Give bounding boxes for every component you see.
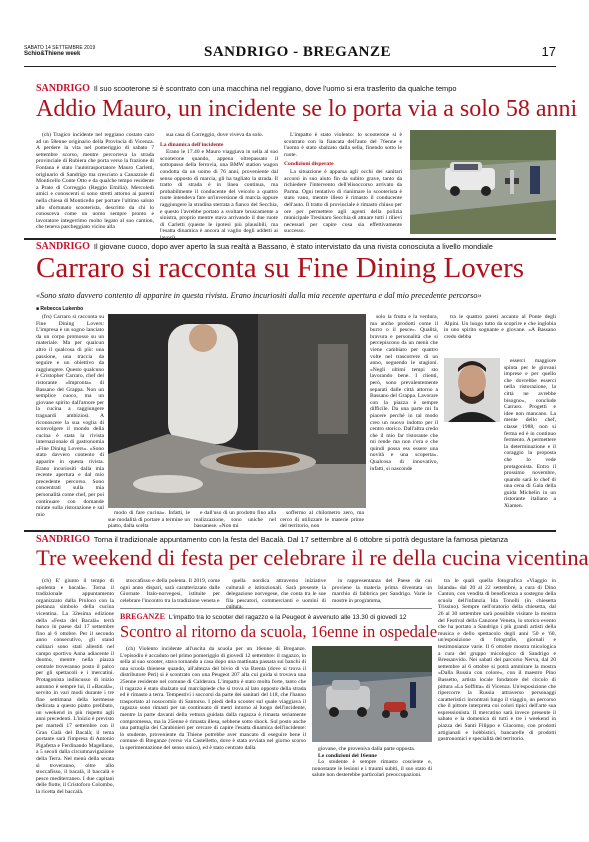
article1-kicker — [36, 84, 456, 93]
page-number: 17 — [541, 44, 556, 59]
article4-headline: Scontro al ritorno da scuola, 16enne in ospedale — [120, 622, 438, 641]
header-rule — [24, 66, 556, 67]
article3-col2: stoccafisso e della polenta. Il 2019, come ogni anno dispari, sarà caratterizzato dalle Giornate Italo-norvegesi, istituite per celebrare l'incontro tra la tradizione veneta e — [120, 578, 220, 604]
article3-col3: quella nordica attraverso iniziative culturali e istituzionali. Sarà presente la delegazione norvegese, che conta tra le sue fila pescatori, commercianti e uomini di cultura, — [226, 578, 326, 611]
article3-kicker-text: Torna il tradizionale appuntamento con la festa del Bacalà. Dal 17 settembre al 6 ottobre si potrà degustare la famosa pietanza — [93, 535, 509, 544]
article2-kicker-text: Il giovane cuoco, dopo aver aperto la sua realtà a Bassano, è stato intervistato da una rivista conosciuta a livello mondiale — [93, 242, 493, 251]
article3-col4: in rappresentanza del Paese da cui proviene la materia prima diventata un marchio di fabbrica per Sandrigo. Varie le mostre in programma, — [332, 578, 432, 604]
article3-col1: (ch) E' giunto il tempo di «polenta e bacalà». Torna il tradizionale appuntamento organizzato dalla Proloco con la pietanza simbolo della cucina vicentina. La 32esima edizione della «Festa del Bacalà» terrà banco in paese dal 17 settembre fino al 6 ottobre. Per il secondo anno consecutivo, gli stand culinari sono stati allestiti nel campo sportivo Anna adiacente il duomo, mentre nella piazza centrale troveranno posto il palco per gli spettacoli e i mercatini. Protagonista indiscusso di inizio autunno è sempre lui, il «Bacalà», servito in vari modi durante i tre fine settimana della kermesse dedicata a questo piatto prelibato, un weekend in più rispetto agli anni precedenti. L'inizio è previsto per martedì 17 settembre con il Gran Galà del Bacalà; il tema portante sarà l'impresa di Antonio Pigafetta e Ferdinando Magellano, a 5 secoli dalla circumnavigazione della Terra. Nel menù della serata si troveranno, oltre allo stoccafisso, il bacalà, il baccalà e pesce mediterraneo. I due capitani delle flotte, il Cristoforo Colombo, la ricetta del baccalà. — [36, 578, 114, 795]
article2-col1: (frs) Carraro si racconta su Fine Dining Lovers: L'impresa è un sogno lanciato da un corpo promosso su un materiale. Ma per qualcun altro il qualcosa di più: una passione, una traccia da seguire e un obiettivo da raggiungere. Questo qualcuno è Cristopher Carraro, chef del ristorante «Impronta» di Bassano del Grappa. Non un semplice cuoco, ma un giovane spirito dall'amore per la cucina a raggiungere traguardi ambiziosi. A riconoscere la sua voglia di sconvolgere il mondo della cucina è stata la rivista internazionale di gastronomia «Fine Dining Lovers». «Sono stato davvero contento di apparire in questa rivista. Erano incuriositi dalla mia recente apertura e dal mio precedente percorso. Sono concentrati sulla mia personalità come chef, per poi continuare con domande mirate sulla ristorazione e sul mio — [36, 314, 104, 518]
article2-col3: solo la frutta e la verdura, ma anche prodotti come il burro o il pesce». Qualità, bravura e personalità che si percepiscono da un menù che viene cambiato per quattro volte nel trascorrere di un anno, seguendo le stagioni. «Negli ultimi tempi sto lavorando bene. I clienti, però, sono prevalentemente separati dalle città attorno a Bassano del Grappa. Lavorare con la piazza è sempre difficile. Da una parte mi fa piacere perché in tal modo creo un nuovo indotto per il centro storico. Dall'altra credo che il mio far ristorante che mi rende ma non c'era e che quindi possa ess essere una novità e una scoperta». Qualcosa di innovativo, infatti, si nasconde — [370, 314, 438, 472]
header-left — [24, 45, 95, 57]
article2-kicker — [36, 242, 493, 251]
article2-deck: «Sono stato davvero contento di apparire in questa rivista. Erano incuriositi dalla mia recente apertura e dal mio precedente percorso» — [36, 291, 482, 300]
article4-top-rule — [120, 608, 432, 609]
issue-date: SABATO 14 SETTEMBRE 2019 — [24, 45, 96, 51]
article2-byline: ■ Rebecca Lukenbo — [36, 306, 84, 312]
chef-cooking-photo — [108, 314, 366, 508]
article1-kicker-label: SANDRIGO — [36, 83, 90, 94]
article3-kicker — [36, 535, 508, 544]
publication-name: Schio&Thiene week — [24, 51, 81, 57]
article1-col2: sua casa di Correggio, dove viveva da solo. La dinamica dell'incidente Erano le 17.40 e Mauro viaggiava in sella al suo scooterone quando, appena oltrepassato il sottopasso della ferrovia, una BMW station wagon condotta da un uomo di 76 anni, proveniente dal senso opposto di marcia, gli ha tagliato la strada. Il tratto di strada è in linea continua, ma probabilmente il conducente del veicolo a quattro ruote intendeva fare un'inversione di marcia oppure raggiungere la stradina sterrata a fianco del Secchia, e questo l'avrebbe portato a svoltare bruscamente a sinistra, proprio mentre stava arrivando il due ruote di Carletti (queste le ipotesi più plausibili, ma l'esatta dinamica è ancora al vaglio degli addetti ai lavori). — [160, 132, 278, 241]
author-icon: ■ — [36, 306, 40, 312]
chef-portrait-image — [444, 358, 500, 422]
kitchen-scene-image — [108, 314, 366, 508]
article3-col5: tra le quali quella fotografica «Viaggio in Islanda» dal 20 al 22 settembre, a cura di Dino Canton, con vendita di beneficenza a sostegno della scuola dell'infanzia Ida Tonolli (in chiesetta Trissino). Sempre nell'oratorio della chiesetta, dal 26 al 30 settembre sarà possibile visitare la mostra del Festival della Canzone Veneta, lo storico evento che ha portato a Sandrigo i più grandi artisti della musica e dello spettacolo degli anni '50 e '60, un'esposizione di fotografie, giornali e testimonianze varie. Il 6 ottobre mostra micologica a cura del gruppo micologico di Sandrigo e Bressanvido. Nei sabati del parcorso Nerva, dal 20 settembre al 6 ottobre si potrà ammirare la mostra «Dalla Russia con colore», con il maestro Pino Bassetto, artista locale fondatore del circolo di pittura «La Soffitta» di Vicenza. Un'esposizione che ripercorre la Russia attraverso personaggi caratteristici incontrati lungo il viaggio, un percorso che il pittore interpreta coi colori tipici dell'arte sua espressionista. Il mercatino sarà invece presente il sabato e la domenica di tutti e tre i weekend in piazza dei Santi Filippo e Giacomo, con prodotti artigianali e hobbistici, bancarelle di prodotti gastronomici e specialità del territorio. — [438, 578, 556, 743]
crash-scene-image — [312, 646, 432, 742]
article3-kicker-label: SANDRIGO — [36, 534, 90, 545]
article1-col1: (ch) Tragico incidente nel reggiano costato caro ad un 58enne originario della Provincia di Vicenza. A perdere la vita nel pomeriggio di sabato 7 settembre scorso, mentre percorreva la strada provinciale di Rubiera che porta verso la frazione di Fontana è stato l'autotrasportatore Mauro Carletti, originario di Sandrigo ma cresciuto a Canazzole di Monticello Conte Otto e da qualche tempo residente a Prato di Correggio (Reggio Emilia). Mercoledì amici e conoscenti si sono stretti attorno ai parenti nella chiesa di Monticello per portare l'ultimo saluto allo sfortunato scooterista, descritto da chi lo conosceva come un uomo sempre pronto e lavoratore integerrimo molto legato al suo camion, che teneva parcheggiato vicino alla — [36, 132, 154, 231]
article2-col4-beside-portrait: esserci maggiore spinta per le giovani imprese e per quello che dovrebbe esserci nella ristorazione, la città ne avrebbe bisogno», conclude Carraro. Progetti e idee non mancano. La mente dello chef, classe 1988, non si ferma ed è in continuo fermento. A permettere la determinazione e il coraggio la proposta che lo vede protagonista. Entro il prossimo novembre, quando sarà lo chef di una cena di Gala della guida Michelin in un ristorante italiano a Xiamen. — [504, 358, 556, 510]
article2-caption-b: e dall'uso di un prodotto fino alla realizzazione, sono uniche nel bassanese. «Non mi — [194, 510, 276, 530]
article4-kicker — [120, 612, 406, 622]
article2-caption-c: soffermo al chilometro zero, ma cerco di utilizzare le materie prime del territorio, non — [280, 510, 364, 530]
article2-caption-a: modo di fare cucina». Infatti, le sue modalità di portare a termine un piatto, dalla scelta — [108, 510, 190, 530]
article2-kicker-label: SANDRIGO — [36, 241, 90, 252]
accident-scene-image — [410, 130, 556, 234]
article4-kicker-label: BREGANZE — [120, 612, 165, 621]
article2-col4-top: tra le quattro pareti accanto al Ponte degli Alpini. Un luogo tutto da scoprire e che inglobia in uno spirito sognante e giovane. «A Bassano credo debba — [444, 314, 556, 340]
article2-rule — [24, 530, 556, 532]
article1-col3: L'impatto è stato violento: lo scooterone si è scontrato con la fiancata dell'auto del 76enne e l'uomo è stato sbalzato dalla sella, finendo sotto le ruote. Condizioni disperate La situazione è apparsa agli occhi dei sanitari accorsi in suo aiuto fin da subito grave, tanto da richiedere l'intervento dell'elisoccorso arrivato da Parma. Ogni tentativo di rianimare lo scooterista è stato vano, mentre illeso è rimasto il conducente dell'auto. Il tratto di provinciale è rimasto chiuso per ore per permettere agli agenti della polizia municipale Tresinaro Secchia di attuare tutti i rilievi necessari per capire cosa sia effettivamente successo. — [284, 132, 402, 235]
page-header — [24, 44, 556, 66]
accident-photo — [410, 130, 556, 234]
article2-headline: Carraro si racconta su Fine Dining Lovers — [36, 252, 525, 284]
chef-portrait-photo — [444, 358, 500, 422]
article1-rule — [24, 238, 556, 240]
article3-headline: Tre weekend di festa per celebrare il re della cucina vicentina — [36, 545, 589, 570]
article4-col1: (ch) Violento incidente all'uscita da scuola per un 16enne di Breganze. L'episodio è accaduto nel primo pomeriggio di giovedì 12 settembre: il ragazzo, in sella al suo scooter, stava tornando a casa dopo una mattinata passata sui banchi di una scuola thienese quando, all'altezza del bivio di via Brenta (dove si trova il distributore Peri) si è scontrato con una Peugeot 207 alla cui guida si trovava una 25enne residente nel comune di Calderara. L'impatto è stato molto forte, tanto che il ragazzo è stato sbalzato sul marciapiede che si trova al lato opposto della strada ed è rimasto a terra. Tempestivi i soccorsi da parte dei sanitari del 118, che l'hanno trasportato al nosocomio di Santorso. I piedi della scooter sul quale viaggiava il ragazzo sono rimasti per un continuato di metri intorno al luogo dell'incidente, mentre la parte davanti della vettura guidata dalla ragazza è rimasta seriamente compromessa, ma la 25enne è rimasta illesa, sebbene sotto shock. Sul posto anche una pattuglia dei Carabinieri per cercare di capire l'esatta dinamica dell'incidente: lo studente, proveniente da Thiene potrebbe aver mancato di eseguire bene il comune di Breganze (verso via Castelletto, dove è stata avviata nel giorno scorso la sperimentazione del senso unico), ed è stato centrato dalla — [120, 646, 306, 751]
scooter-crash-photo — [312, 646, 432, 742]
article4-col2: giovane, che proveniva dalla parte opposta. Le condizioni del 16enne Lo studente è sempre rimasto cosciente e, nonostante le lesioni e i traumi subiti, il suo stato di salute non desterebbe particolari preoccupazioni. — [312, 746, 432, 779]
article1-kicker-text: Il suo scooterone si è scontrato con una macchina nel reggiano, dove l'uomo si era trasferito da qualche tempo — [93, 84, 457, 93]
article4-kicker-text: L'impatto tra lo scooter del ragazzo e la Peugeot è avvenuto alle 13.30 di giovedì 12 — [168, 614, 407, 621]
section-title: SANDRIGO - BREGANZE — [204, 44, 392, 60]
article1-headline: Addio Mauro, un incidente se lo porta via a solo 58 anni — [36, 96, 578, 122]
